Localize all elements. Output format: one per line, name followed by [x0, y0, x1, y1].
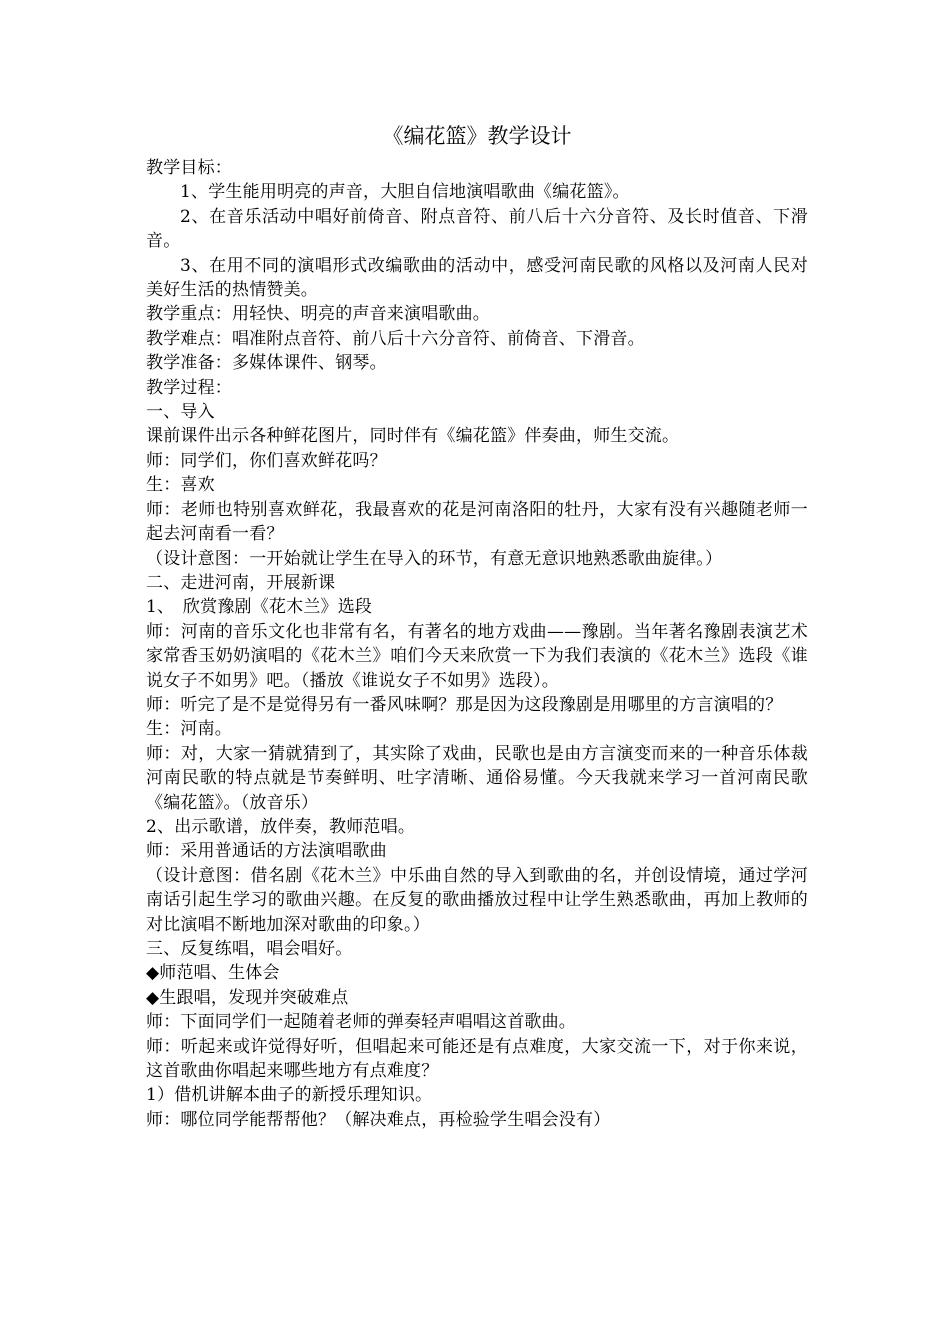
paragraph: 教学难点：唱准附点音符、前八后十六分音符、前倚音、下滑音。 [146, 328, 645, 349]
paragraph: 2、在音乐活动中唱好前倚音、附点音符、前八后十六分音符、及长时值音、下滑音。 [146, 206, 808, 252]
paragraph: （设计意图：一开始就让学生在导入的环节，有意无意识地熟悉歌曲旋律。） [146, 548, 723, 569]
paragraph: 教学准备：多媒体课件、钢琴。 [146, 353, 387, 374]
paragraph: 生：喜欢 [146, 475, 215, 496]
paragraph: 3、在用不同的演唱形式改编歌曲的活动中，感受河南民歌的风格以及河南人民对美好生活的热情赞美。 [146, 255, 808, 301]
section-heading: 一、导入 [146, 402, 215, 423]
paragraph: 1、学生能用明亮的声音，大胆自信地演唱歌曲《编花篮》。 [180, 182, 630, 203]
section-heading: 三、反复练唱，唱会唱好。 [146, 939, 353, 959]
paragraph: 1、 欣赏豫剧《花木兰》选段 [146, 597, 373, 618]
paragraph: 2、出示歌谱，放伴奏，教师范唱。 [146, 816, 416, 837]
paragraph: 教学目标： [146, 158, 232, 178]
document-body [146, 156, 808, 1132]
paragraph: 教学重点：用轻快、明亮的声音来演唱歌曲。 [146, 304, 490, 325]
document-title: 《编花篮》教学设计 [382, 124, 572, 148]
paragraph: 师：听起来或许觉得好听，但唱起来可能还是有点难度，大家交流一下，对于你来说，这首歌曲你唱起来哪些地方有点难度？ [146, 1036, 808, 1082]
paragraph: 课前课件出示各种鲜花图片，同时伴有《编花篮》伴奏曲，师生交流。 [146, 426, 680, 447]
paragraph: 生：河南。 [146, 719, 232, 740]
paragraph: 师：同学们，你们喜欢鲜花吗？ [146, 450, 387, 471]
paragraph: 师：哪位同学能帮帮他？（解决难点，再检验学生唱会没有） [146, 1109, 611, 1130]
paragraph: 1）借机讲解本曲子的新授乐理知识。 [146, 1085, 433, 1106]
paragraph: 师：采用普通话的方法演唱歌曲 [146, 841, 387, 862]
paragraph: 教学过程： [146, 377, 232, 398]
bullet-item: ◆师范唱、生体会 [146, 963, 280, 984]
section-heading: 二、走进河南，开展新课 [146, 572, 336, 593]
paragraph: 师：老师也特别喜欢鲜花，我最喜欢的花是河南洛阳的牡丹，大家有没有兴趣随老师一起去河南看一看？ [146, 499, 808, 545]
paragraph: （设计意图：借名剧《花木兰》中乐曲自然的导入到歌曲的名，并创设情境，通过学河南话引起生学习的歌曲兴趣。在反复的歌曲播放过程中让学生熟悉歌曲，再加上教师的对比演唱不断地加深对歌曲的印象。） [146, 865, 808, 935]
paragraph: 师：下面同学们一起随着老师的弹奏轻声唱唱这首歌曲。 [146, 1012, 576, 1033]
paragraph: 师：听完了是不是觉得另有一番风味啊？那是因为这段豫剧是用哪里的方言演唱的？ [146, 694, 783, 715]
bullet-item: ◆生跟唱，发现并突破难点 [146, 987, 349, 1008]
paragraph: 师：河南的音乐文化也非常有名，有著名的地方戏曲——豫剧。当年著名豫剧表演艺术家常香玉奶奶演唱的《花木兰》咱们今天来欣赏一下为我们表演的《花木兰》选段《谁说女子不如男》吧。（播放《谁说女子不如男》选段）。 [146, 621, 808, 691]
paragraph: 师：对，大家一猜就猜到了，其实除了戏曲，民歌也是由方言演变而来的一种音乐体裁河南民歌的特点就是节奏鲜明、吐字清晰、通俗易懂。今天我就来学习一首河南民歌《编花篮》。（放音乐） [146, 743, 808, 813]
document-page [146, 120, 808, 1132]
